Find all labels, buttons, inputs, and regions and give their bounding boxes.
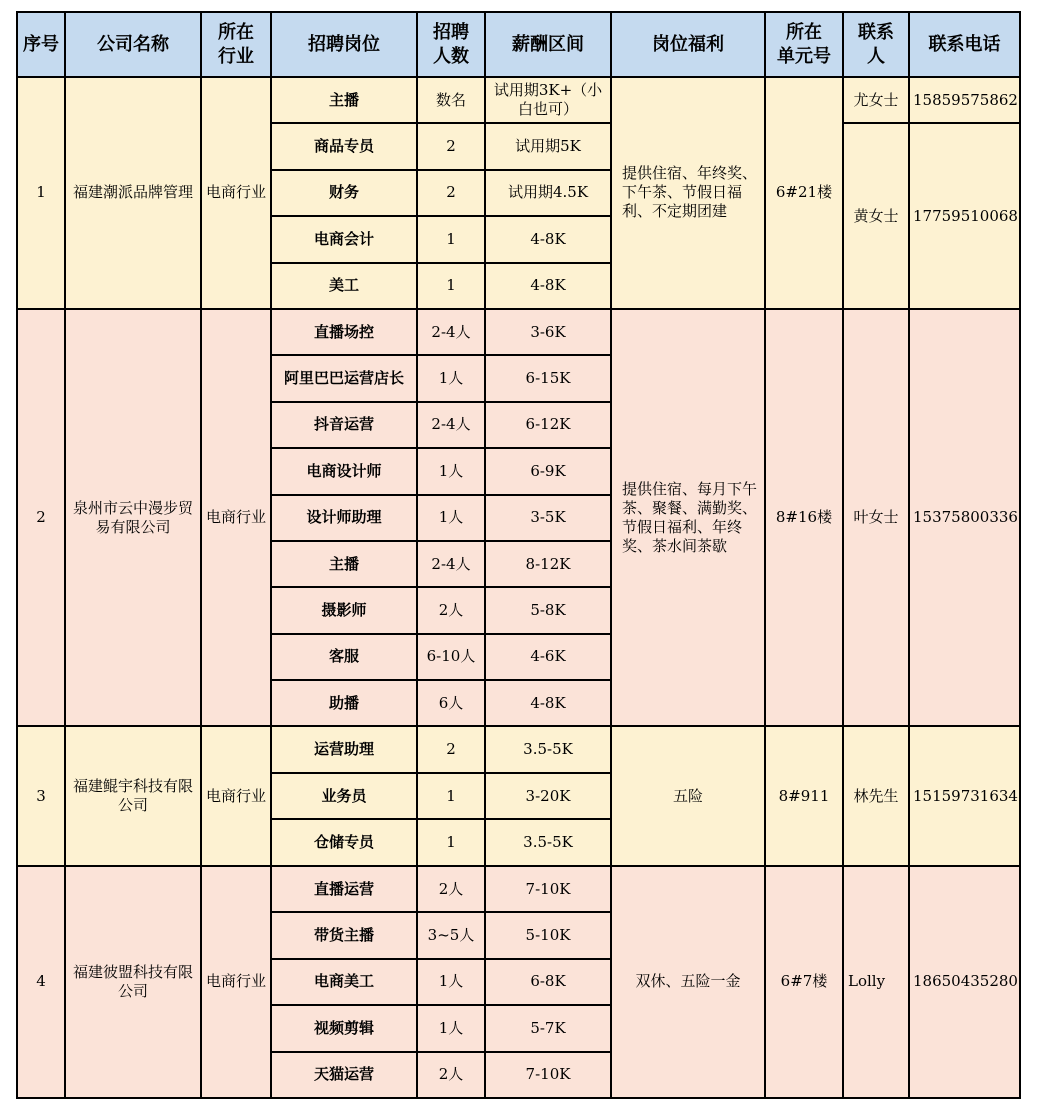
job-count: 2人 xyxy=(417,1052,485,1098)
job-salary: 3-6K xyxy=(485,309,611,355)
job-count: 1人 xyxy=(417,355,485,401)
company-industry: 电商行业 xyxy=(201,726,271,866)
job-salary: 5-10K xyxy=(485,912,611,958)
company-benefits: 提供住宿、年终奖、下午茶、节假日福利、不定期团建 xyxy=(611,77,765,309)
company-name: 福建彼盟科技有限公司 xyxy=(65,866,201,1098)
header-industry: 所在 行业 xyxy=(201,12,271,77)
job-count: 2-4人 xyxy=(417,541,485,587)
table-row xyxy=(17,726,1020,773)
job-salary: 4-8K xyxy=(485,263,611,309)
header-contact: 联系 人 xyxy=(843,12,909,77)
job-count: 1人 xyxy=(417,959,485,1005)
job-title: 带货主播 xyxy=(271,912,417,958)
table-row xyxy=(17,866,1020,912)
recruitment-table-sheet xyxy=(16,11,1021,1099)
table-row xyxy=(17,77,1020,123)
company-industry: 电商行业 xyxy=(201,309,271,727)
company-benefits: 五险 xyxy=(611,726,765,866)
job-count: 1人 xyxy=(417,1005,485,1051)
job-title: 主播 xyxy=(271,541,417,587)
company-no: 3 xyxy=(17,726,65,866)
job-title: 阿里巴巴运营店长 xyxy=(271,355,417,401)
header-position: 招聘岗位 xyxy=(271,12,417,77)
job-count: 6人 xyxy=(417,680,485,726)
contact-phone: 15859575862 xyxy=(909,77,1020,123)
job-title: 业务员 xyxy=(271,773,417,820)
company-name: 福建潮派品牌管理 xyxy=(65,77,201,309)
header-company: 公司名称 xyxy=(65,12,201,77)
company-unit: 6#21楼 xyxy=(765,77,843,309)
company-unit: 8#16楼 xyxy=(765,309,843,727)
job-count: 1人 xyxy=(417,495,485,541)
header-row xyxy=(17,12,1020,77)
job-salary: 6-8K xyxy=(485,959,611,1005)
job-salary: 4-8K xyxy=(485,680,611,726)
job-title: 运营助理 xyxy=(271,726,417,773)
job-title: 电商美工 xyxy=(271,959,417,1005)
contact-name: 黄女士 xyxy=(843,123,909,309)
job-title: 抖音运营 xyxy=(271,402,417,448)
job-title: 设计师助理 xyxy=(271,495,417,541)
job-title: 仓储专员 xyxy=(271,819,417,866)
header-benefits: 岗位福利 xyxy=(611,12,765,77)
job-salary: 3.5-5K xyxy=(485,819,611,866)
header-no: 序号 xyxy=(17,12,65,77)
job-salary: 试用期3K+（小白也可） xyxy=(485,77,611,123)
recruitment-table xyxy=(16,11,1021,1099)
job-title: 商品专员 xyxy=(271,123,417,169)
company-industry: 电商行业 xyxy=(201,866,271,1098)
job-salary: 7-10K xyxy=(485,1052,611,1098)
header-count: 招聘 人数 xyxy=(417,12,485,77)
job-title: 助播 xyxy=(271,680,417,726)
job-count: 数名 xyxy=(417,77,485,123)
job-count: 1 xyxy=(417,819,485,866)
job-salary: 3.5-5K xyxy=(485,726,611,773)
job-salary: 6-9K xyxy=(485,448,611,494)
job-title: 天猫运营 xyxy=(271,1052,417,1098)
company-unit: 6#7楼 xyxy=(765,866,843,1098)
contact-name: 林先生 xyxy=(843,726,909,866)
job-salary: 7-10K xyxy=(485,866,611,912)
job-title: 电商会计 xyxy=(271,216,417,262)
company-no: 2 xyxy=(17,309,65,727)
job-count: 2-4人 xyxy=(417,402,485,448)
job-count: 1 xyxy=(417,216,485,262)
job-title: 主播 xyxy=(271,77,417,123)
contact-name: 尤女士 xyxy=(843,77,909,123)
job-count: 2 xyxy=(417,726,485,773)
job-count: 1 xyxy=(417,263,485,309)
job-salary: 5-7K xyxy=(485,1005,611,1051)
contact-phone: 17759510068 xyxy=(909,123,1020,309)
job-salary: 6-12K xyxy=(485,402,611,448)
job-count: 6-10人 xyxy=(417,634,485,680)
company-no: 4 xyxy=(17,866,65,1098)
job-salary: 3-20K xyxy=(485,773,611,820)
job-title: 客服 xyxy=(271,634,417,680)
job-salary: 试用期5K xyxy=(485,123,611,169)
job-salary: 试用期4.5K xyxy=(485,170,611,216)
job-count: 1 xyxy=(417,773,485,820)
company-benefits: 提供住宿、每月下午茶、聚餐、满勤奖、节假日福利、年终奖、茶水间茶歇 xyxy=(611,309,765,727)
company-benefits: 双休、五险一金 xyxy=(611,866,765,1098)
header-phone: 联系电话 xyxy=(909,12,1020,77)
job-salary: 4-8K xyxy=(485,216,611,262)
company-unit: 8#911 xyxy=(765,726,843,866)
company-industry: 电商行业 xyxy=(201,77,271,309)
job-title: 美工 xyxy=(271,263,417,309)
job-title: 摄影师 xyxy=(271,587,417,633)
company-no: 1 xyxy=(17,77,65,309)
job-salary: 4-6K xyxy=(485,634,611,680)
job-salary: 3-5K xyxy=(485,495,611,541)
job-title: 视频剪辑 xyxy=(271,1005,417,1051)
contact-phone: 18650435280 xyxy=(909,866,1020,1098)
job-count: 2人 xyxy=(417,587,485,633)
contact-name: 叶女士 xyxy=(843,309,909,727)
job-salary: 5-8K xyxy=(485,587,611,633)
contact-phone: 15375800336 xyxy=(909,309,1020,727)
job-title: 财务 xyxy=(271,170,417,216)
contact-phone: 15159731634 xyxy=(909,726,1020,866)
table-row xyxy=(17,309,1020,355)
company-name: 泉州市云中漫步贸易有限公司 xyxy=(65,309,201,727)
job-salary: 6-15K xyxy=(485,355,611,401)
job-count: 3~5人 xyxy=(417,912,485,958)
job-count: 2 xyxy=(417,123,485,169)
job-count: 2 xyxy=(417,170,485,216)
job-count: 2-4人 xyxy=(417,309,485,355)
job-title: 直播运营 xyxy=(271,866,417,912)
job-title: 电商设计师 xyxy=(271,448,417,494)
job-salary: 8-12K xyxy=(485,541,611,587)
job-count: 2人 xyxy=(417,866,485,912)
company-name: 福建鲲宇科技有限公司 xyxy=(65,726,201,866)
header-unit: 所在 单元号 xyxy=(765,12,843,77)
header-salary: 薪酬区间 xyxy=(485,12,611,77)
job-count: 1人 xyxy=(417,448,485,494)
contact-name: Lolly xyxy=(843,866,909,1098)
job-title: 直播场控 xyxy=(271,309,417,355)
